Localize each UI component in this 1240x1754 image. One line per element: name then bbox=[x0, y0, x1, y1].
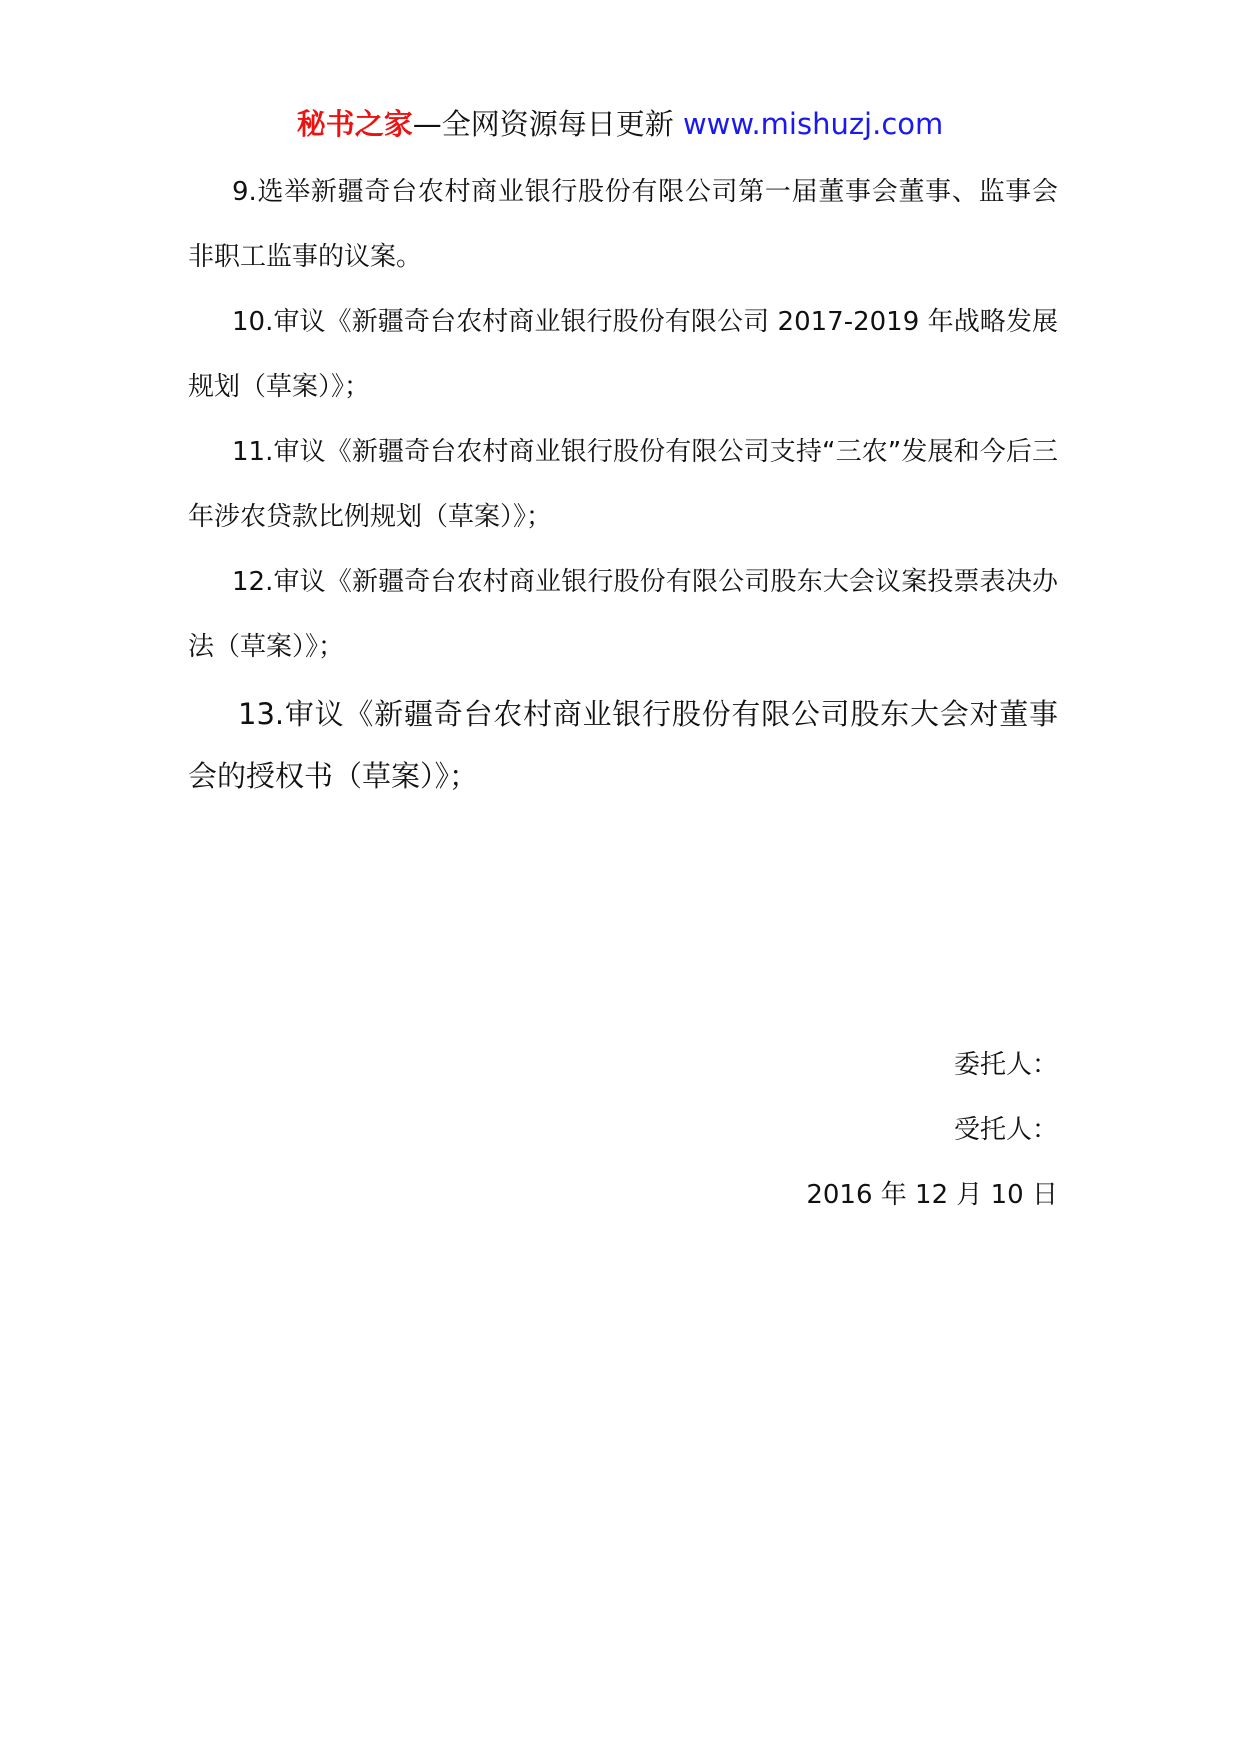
site-url[interactable]: www.mishuzj.com bbox=[682, 107, 944, 141]
header-tagline: —全网资源每日更新 bbox=[412, 107, 683, 141]
site-header bbox=[0, 104, 1240, 144]
agent-label: 受托人： bbox=[953, 1115, 1058, 1145]
signature-block bbox=[806, 1033, 1058, 1228]
agenda-item-12: 12.审议《新疆奇台农村商业银行股份有限公司股东大会议案投票表决办法（草案）》； bbox=[188, 567, 1058, 662]
agenda-item-11: 11.审议《新疆奇台农村商业银行股份有限公司支持“三农”发展和今后三年涉农贷款比例规划（草案）》； bbox=[188, 437, 1058, 532]
signature-date: 2016 年 12 月 10 日 bbox=[806, 1180, 1058, 1210]
agenda-item-10: 10.审议《新疆奇台农村商业银行股份有限公司 2017-2019 年战略发展规划（草案）》； bbox=[188, 307, 1058, 402]
agenda-list bbox=[188, 160, 1058, 807]
agenda-item-13: 13.审议《新疆奇台农村商业银行股份有限公司股东大会对董事会的授权书（草案）》； bbox=[188, 697, 1058, 793]
principal-label: 委托人： bbox=[953, 1050, 1058, 1080]
brand-name: 秘书之家 bbox=[296, 107, 413, 141]
agenda-item-9: 9.选举新疆奇台农村商业银行股份有限公司第一届董事会董事、监事会非职工监事的议案。 bbox=[188, 177, 1058, 272]
